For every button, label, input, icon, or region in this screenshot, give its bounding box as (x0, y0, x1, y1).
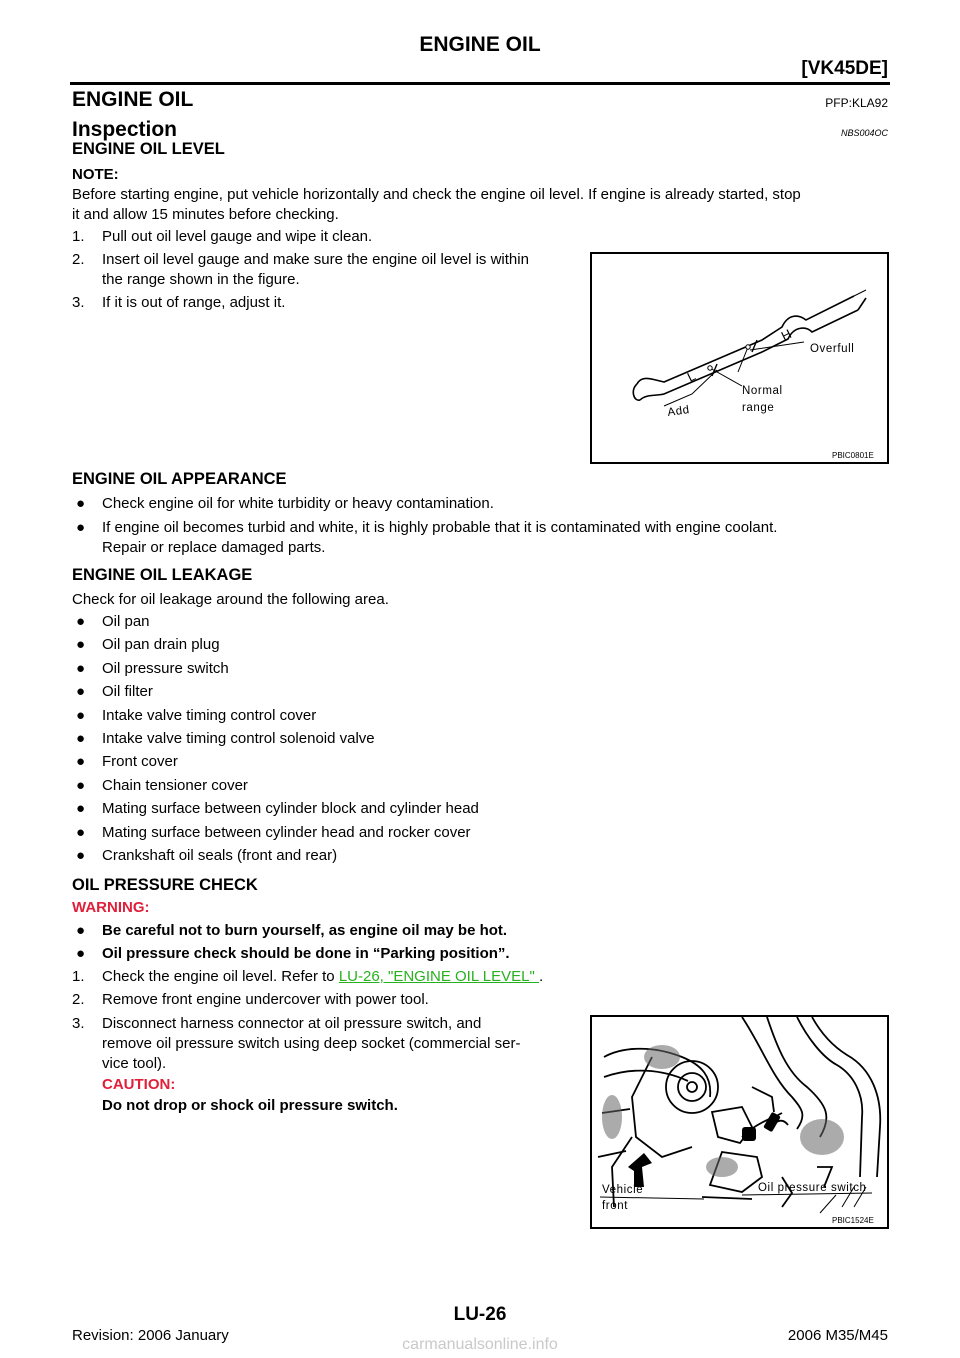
bullet-icon: ● (76, 847, 86, 864)
step-text-cont: the range shown in the figure. (102, 271, 300, 288)
bullet-icon: ● (76, 945, 86, 962)
level-step-1 (72, 227, 582, 247)
step-number: 3. (72, 294, 85, 311)
appearance-bullet-2 (72, 518, 892, 558)
step-text: Remove front engine undercover with power tool. (102, 991, 429, 1008)
caution-text: Do not drop or shock oil pressure switch. (102, 1097, 398, 1114)
step-number: 3. (72, 1015, 85, 1032)
pressure-step-2 (72, 990, 892, 1010)
engine-oil-level-heading: ENGINE OIL LEVEL (72, 140, 225, 158)
note-text-line2: it and allow 15 minutes before checking. (72, 206, 339, 223)
leak-area-text: Mating surface between cylinder block and cylinder head (102, 800, 479, 817)
bullet-text: Check engine oil for white turbidity or heavy contamination. (102, 495, 494, 512)
revision-date: Revision: 2006 January (72, 1327, 229, 1344)
oil-level-gauge-figure (590, 252, 889, 464)
engine-oil-appearance-heading: ENGINE OIL APPEARANCE (72, 470, 287, 488)
leak-area-item (72, 799, 892, 819)
vehicle-model-year: 2006 M35/M45 (787, 1327, 888, 1344)
label-overfull: Overfull (810, 343, 855, 355)
engine-oil-leakage-heading: ENGINE OIL LEAKAGE (72, 566, 253, 584)
leak-area-text: Oil pan (102, 613, 150, 630)
warning-text: Be careful not to burn yourself, as engine oil may be hot. (102, 922, 508, 939)
pressure-step-3 (72, 1014, 582, 1074)
bullet-icon: ● (76, 613, 86, 630)
bullet-icon: ● (76, 495, 86, 512)
step-number: 2. (72, 991, 85, 1008)
leakage-intro: Check for oil leakage around the following area. (72, 591, 389, 608)
bullet-icon: ● (76, 636, 86, 653)
figure-code: PBIC0801E (832, 451, 874, 460)
label-add: Add (666, 403, 691, 419)
bullet-icon: ● (76, 730, 86, 747)
note-text-line1: Before starting engine, put vehicle horizontally and check the engine oil level. If engine is already started, stop (72, 186, 801, 203)
label-vehicle-front-2: front (602, 1200, 629, 1212)
subsection-title: Inspection (72, 118, 178, 141)
level-step-2 (72, 250, 582, 290)
leak-area-text: Front cover (102, 753, 178, 770)
step-number: 1. (72, 968, 85, 985)
note-label: NOTE: (72, 166, 119, 183)
oil-pressure-switch-figure (590, 1015, 889, 1229)
bullet-icon: ● (76, 824, 86, 841)
step-number: 1. (72, 228, 85, 245)
step-text: Check the engine oil level. Refer to (102, 968, 339, 985)
page-number: LU-26 (453, 1304, 507, 1325)
appearance-bullet-1 (72, 494, 892, 514)
level-step-3 (72, 293, 582, 313)
leak-area-item (72, 635, 892, 655)
step-text-end: . (538, 968, 544, 985)
leak-area-text: Intake valve timing control solenoid valve (102, 730, 375, 747)
step-text-cont: vice tool). (102, 1055, 167, 1072)
bullet-text-cont: Repair or replace damaged parts. (102, 539, 326, 556)
leak-area-text: Oil pan drain plug (102, 636, 220, 653)
engine-oil-level-link[interactable]: LU-26, "ENGINE OIL LEVEL" (338, 968, 539, 985)
dipstick-illustration (592, 254, 887, 462)
leak-area-item (72, 823, 892, 843)
leak-area-item (72, 659, 892, 679)
subsection-code: NBS004OC (840, 128, 888, 138)
leak-area-item (72, 846, 892, 866)
warning-label: WARNING: (72, 899, 150, 916)
label-vehicle-front-1: Vehicle (602, 1184, 644, 1196)
step-text-cont: remove oil pressure switch using deep socket (commercial ser- (102, 1035, 521, 1052)
leak-area-item (72, 776, 892, 796)
bullet-icon: ● (76, 707, 86, 724)
bullet-icon: ● (76, 922, 86, 939)
engine-illustration (592, 1017, 887, 1227)
figure-code: PBIC1524E (832, 1216, 874, 1225)
leak-area-text: Oil pressure switch (102, 660, 229, 677)
label-normal-range-1: Normal (742, 385, 783, 397)
step-text: Insert oil level gauge and make sure the engine oil level is within (102, 251, 529, 268)
leak-area-item (72, 682, 892, 702)
leak-area-item (72, 706, 892, 726)
section-title: ENGINE OIL (72, 88, 194, 111)
warning-text: Oil pressure check should be done in “Parking position”. (102, 945, 510, 962)
leak-area-text: Chain tensioner cover (102, 777, 248, 794)
header-divider (70, 82, 890, 85)
bullet-icon: ● (76, 660, 86, 677)
page-header-title: ENGINE OIL (419, 33, 541, 56)
leak-area-item (72, 729, 892, 749)
caution-label: CAUTION: (102, 1076, 176, 1093)
leak-area-text: Crankshaft oil seals (front and rear) (102, 847, 338, 864)
engine-model-label: [VK45DE] (801, 58, 888, 79)
label-normal-range-2: range (742, 402, 775, 414)
label-oil-pressure-switch: Oil pressure switch (758, 1182, 867, 1194)
dipstick-mark-h: H (778, 326, 794, 344)
warning-item (72, 944, 892, 964)
bullet-icon: ● (76, 519, 86, 536)
pressure-step-1 (72, 967, 892, 987)
dipstick-mark-l: L (684, 368, 698, 385)
warning-item (72, 921, 892, 941)
step-number: 2. (72, 251, 85, 268)
leak-area-item (72, 752, 892, 772)
bullet-icon: ● (76, 753, 86, 770)
leak-area-text: Intake valve timing control cover (102, 707, 317, 724)
section-part-code: PFP:KLA92 (825, 96, 888, 110)
step-text: Disconnect harness connector at oil pressure switch, and (102, 1015, 482, 1032)
step-text: If it is out of range, adjust it. (102, 294, 286, 311)
bullet-icon: ● (76, 683, 86, 700)
bullet-text: If engine oil becomes turbid and white, it is highly probable that it is contaminated with engine coolant. (102, 519, 778, 536)
bullet-icon: ● (76, 777, 86, 794)
watermark: carmanualsonline.info (402, 1336, 558, 1353)
leak-area-text: Oil filter (102, 683, 153, 700)
step-text: Pull out oil level gauge and wipe it clean. (102, 228, 373, 245)
bullet-icon: ● (76, 800, 86, 817)
oil-pressure-check-heading: OIL PRESSURE CHECK (72, 876, 258, 894)
leak-area-text: Mating surface between cylinder head and rocker cover (102, 824, 471, 841)
leak-area-item (72, 612, 892, 632)
